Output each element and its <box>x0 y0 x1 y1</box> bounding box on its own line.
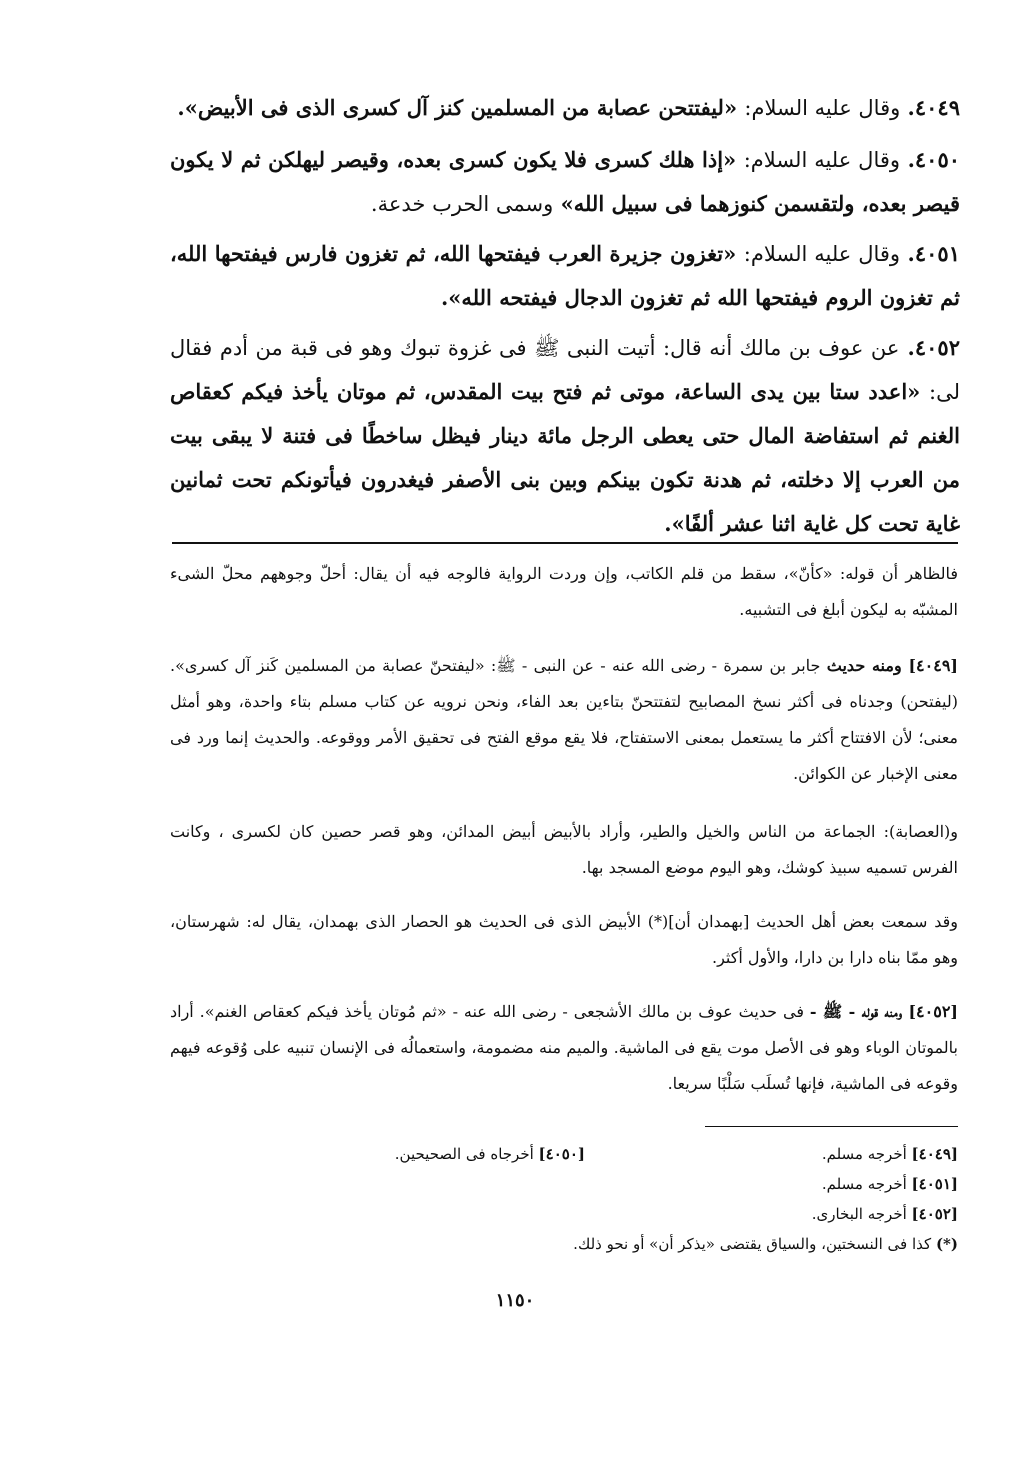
hadith-4051: ٤٠٥١. وقال عليه السلام: «تغزون جزيرة العرب فيفتحها الله، ثم تغزون فارس فيفتحها الله، ثم تغزون الروم فيفتحها الله ثم تغزون الدجال فيفتحه الله». <box>170 241 960 310</box>
footnote-number: [٤٠٥٠] <box>538 1145 585 1163</box>
commentary-4052 <box>170 994 958 1102</box>
hadith-intro: عن عوف بن مالك أنه قال: أتيت النبى ﷺ فى غزوة تبوك وهو فى قبة من أدم فقال لى: <box>170 336 960 404</box>
footnote-4049 <box>822 1142 958 1167</box>
footnote-text: كذا فى النسختين، والسياق يقتضى «يذكر أن» أو نحو ذلك. <box>573 1235 932 1253</box>
hadith-number: ٤٠٤٩ <box>914 95 960 120</box>
footnote-text: أخرجاه فى الصحيحين. <box>394 1145 534 1163</box>
footnote-4052 <box>812 1202 958 1227</box>
hadith-4052: ٤٠٥٢. عن عوف بن مالك أنه قال: أتيت النبى ﷺ فى غزوة تبوك وهو فى قبة من أدم فقال لى: «اعدد ستا بين يدى الساعة، موتى ثم فتح بيت المقدس، ثم موتان يأخذ فيكم كعقاص الغنم ثم استفاضة المال حتى يعطى الرجل مائة دينار فيظل ساخطًا فى فتنة لا يبقى بيت من العرب إلا دخلته، ثم هدنة تكون بينكم وبين بنى الأصفر فيغدرون فيأتونكم تحت ثمانين غاية تحت كل غاية اثنا عشر ألفًا». <box>170 335 960 536</box>
footnote-text: أخرجه مسلم. <box>821 1175 907 1193</box>
commentary-lead: [٤٠٤٩] ومنه حديث <box>826 656 958 675</box>
commentary-text: فى حديث عوف بن مالك الأشجعى - رضى الله عنه - «ثم مُوتان يأخذ فيكم كعقاص الغنم». أراد بالموتان الوباء وهو فى الأصل موت يقع فى الماشية. والميم منه مضمومة، واستعمالُه فى الإنسان تنبيه على وُقوعه فيهم وقوعه فى الماشية، فإنها تُسلَب سَلْبًا سريعا. <box>170 1002 958 1093</box>
hadith-intro: وقال عليه السلام: <box>743 242 901 266</box>
commentary-lead: [٤٠٥٢] ومنه قوله - ﷺ - <box>809 1002 958 1021</box>
hadith-text: «ليفتتحن عصابة من المسلمين كنز آل كسرى الذى فى الأبيض». <box>177 95 738 120</box>
footnote-star <box>573 1232 958 1257</box>
footnote-4051 <box>822 1172 958 1197</box>
hadith-4049: ٤٠٤٩. وقال عليه السلام: «ليفتتحن عصابة من المسلمين كنز آل كسرى الذى فى الأبيض». <box>177 95 960 120</box>
footnote-number: [٤٠٥١] <box>911 1175 958 1193</box>
hadith-4050: ٤٠٥٠. وقال عليه السلام: «إذا هلك كسرى فلا يكون كسرى بعده، وقيصر ليهلكن ثم لا يكون قيصر بعده، ولتقسمن كنوزهما فى سبيل الله» وسمى الحرب خدعة. <box>170 147 961 216</box>
hadith-text: «تغزون جزيرة العرب فيفتحها الله، ثم تغزون فارس فيفتحها الله، ثم تغزون الروم فيفتحها الله ثم تغزون الدجال فيفتحه الله». <box>170 241 960 310</box>
page-number: ١١٥٠ <box>495 1290 535 1311</box>
footnote-text: أخرجه مسلم. <box>821 1145 907 1163</box>
hadith-intro: وقال عليه السلام: <box>743 148 901 172</box>
hadith-text: «إذا هلك كسرى فلا يكون كسرى بعده، وقيصر ليهلكن ثم لا يكون قيصر بعده، ولتقسمن كنوزهما فى سبيل الله» <box>170 147 960 216</box>
commentary-paragraph <box>170 814 958 886</box>
footnote-separator <box>705 1126 958 1127</box>
commentary-paragraph <box>170 904 958 976</box>
hadith-text: «اعدد ستا بين يدى الساعة، موتى ثم فتح بيت المقدس، ثم موتان يأخذ فيكم كعقاص الغنم ثم استفاضة المال حتى يعطى الرجل مائة دينار فيظل ساخطًا فى فتنة لا يبقى بيت من العرب إلا دخلته، ثم هدنة تكون بينكم وبين بنى الأصفر فيغدرون فيأتونكم تحت ثمانين غاية تحت كل غاية اثنا عشر ألفًا». <box>170 379 960 536</box>
commentary-text: فالظاهر أن قوله: «كأنّ»، سقط من قلم الكاتب، وإن وردت الرواية فالوجه فيه أن يقال: أحلّ وجوههم محلّ الشىء المشبّه به ليكون أبلغ فى التشبيه. <box>170 564 958 619</box>
hadith-number: ٤٠٥٠ <box>914 147 961 172</box>
footnote-text: أخرجه البخارى. <box>811 1205 907 1223</box>
footnote-4050 <box>395 1142 585 1167</box>
footnote-number: (*) <box>935 1235 958 1253</box>
footnote-number: [٤٠٤٩] <box>911 1145 958 1163</box>
hadith-number: ٤٠٥١ <box>914 241 960 266</box>
footnote-number: [٤٠٥٢] <box>911 1205 958 1223</box>
hadith-number: ٤٠٥٢ <box>914 335 960 360</box>
commentary-text: وقد سمعت بعض أهل الحديث [بهمدان أن](*) الأبيض الذى فى الحديث هو الحصار الذى بهمدان، يقال له: شهرستان، وهو ممّا بناه دارا بن دارا، والأول أكثر. <box>170 912 958 967</box>
hadith-after: وسمى الحرب خدعة. <box>370 192 554 216</box>
commentary-paragraph <box>170 556 958 628</box>
separator-line <box>172 542 958 544</box>
commentary-4049 <box>170 648 958 792</box>
commentary-text: و(العصابة): الجماعة من الناس والخيل والطير، وأراد بالأبيض أبيض المدائن، وهو قصر حصين كان لكسرى ، وكانت الفرس تسميه سبيذ كوشك، وهو اليوم موضع المسجد بها. <box>170 822 958 877</box>
hadith-intro: وقال عليه السلام: <box>744 96 901 120</box>
commentary-text: جابر بن سمرة - رضى الله عنه - عن النبى - ﷺ: «ليفتحنّ عصابة من المسلمين كَنز آل كسرى». (ليفتحن) وجدناه فى أكثر نسخ المصابيح لتفتتحنّ بتاءين بعد الفاء، ونحن نرويه عن كتاب مسلم بتاء واحدة، وهو أمثل معنى؛ لأن الافتتاح أكثر ما يستعمل بمعنى الاستفتاح، فلا يقع موقع الفتح فى تحقيق الأمر ووقوعه. والحديث إنما ورد فى معنى الإخبار عن الكوائن. <box>170 656 958 783</box>
